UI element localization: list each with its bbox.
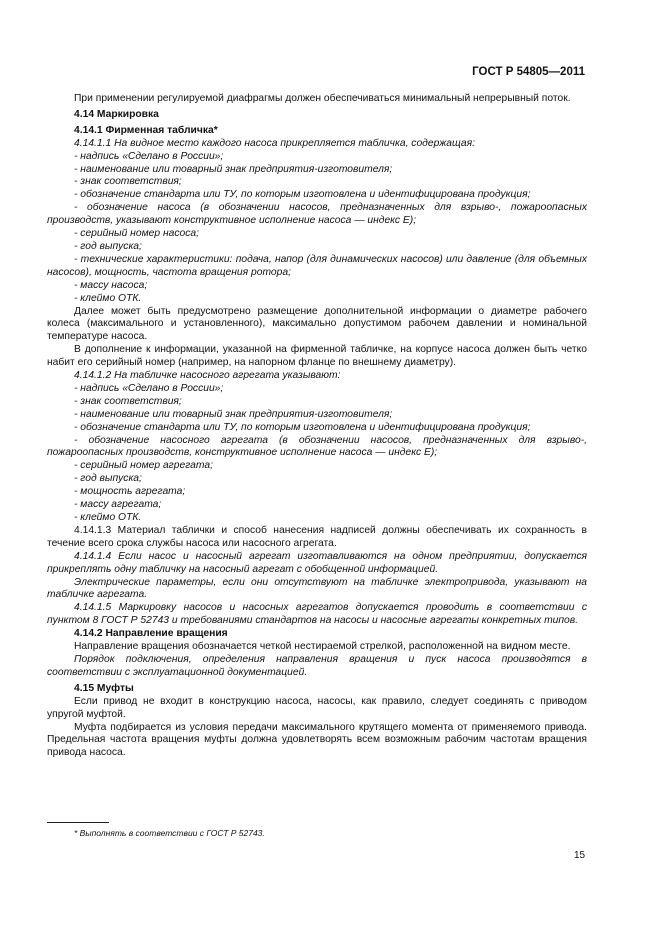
list-item: - клеймо ОТК. bbox=[74, 292, 142, 304]
paragraph: Муфта подбирается из условия передачи максимального крутящего момента от применяемого привода. Предельная частота вращения муфты должна удовлетворять всем возможным рабочим частотам вращения привода насоса. bbox=[47, 721, 587, 759]
footnote-divider bbox=[47, 822, 109, 823]
section-heading: 4.14 Маркировка bbox=[74, 108, 159, 120]
paragraph: Электрические параметры, если они отсутствуют на табличке электропривода, указывают на табличке агрегата. bbox=[47, 576, 587, 601]
section-heading: 4.14.1 Фирменная табличка* bbox=[74, 124, 218, 136]
paragraph: 4.14.1.1 На видное место каждого насоса прикрепляется табличка, содержащая: bbox=[74, 137, 475, 149]
paragraph: При применении регулируемой диафрагмы должен обеспечиваться минимальный непрерывный поток. bbox=[74, 93, 571, 104]
list-item: - обозначение стандарта или ТУ, по которым изготовлена и идентифицирована продукция; bbox=[74, 421, 531, 433]
paragraph: - обозначение насоса (в обозначении насосов, предназначенных для взрыво-, пожароопасных производств, указывают конструктивное исполнение насоса — индекс Е); bbox=[47, 202, 587, 227]
paragraph: Порядок подключения, определения направления вращения и пуск насоса производятся в соответствии с эксплуатационной документацией. bbox=[47, 653, 587, 678]
page-number: 15 bbox=[574, 850, 586, 861]
list-item: - массу агрегата; bbox=[74, 499, 162, 511]
paragraph: Направление вращения обозначается четкой нестираемой стрелкой, расположенной на видном месте. bbox=[74, 641, 571, 653]
paragraph: - технические характеристики: подача, напор (для динамических насосов) или давление (для объемных насосов), мощность, частота вращения ротора; bbox=[47, 253, 587, 278]
section-heading: 4.14.2 Направление вращения bbox=[74, 628, 228, 640]
paragraph: Если привод не входит в конструкцию насоса, насосы, как правило, следует соединять с приводом упругой муфтой. bbox=[47, 695, 587, 720]
footnote: * Выполнять в соответствии с ГОСТ Р 52743. bbox=[74, 828, 265, 838]
section-heading: 4.15 Муфты bbox=[74, 682, 134, 694]
document-header: ГОСТ Р 54805—2011 bbox=[472, 66, 585, 78]
list-item: - год выпуска; bbox=[74, 473, 142, 485]
list-item: - серийный номер насоса; bbox=[74, 228, 199, 240]
paragraph: 4.14.1.2 На табличке насосного агрегата указывают: bbox=[74, 370, 341, 382]
list-item: - наименование или товарный знак предприятия-изготовителя; bbox=[74, 408, 393, 420]
list-item: - знак соответствия; bbox=[74, 395, 182, 407]
list-item: - серийный номер агрегата; bbox=[74, 460, 213, 472]
list-item: - обозначение стандарта или ТУ, по которым изготовлена и идентифицирована продукция; bbox=[74, 189, 531, 201]
list-item: - год выпуска; bbox=[74, 240, 142, 252]
list-item: - надпись «Сделано в России»; bbox=[74, 150, 224, 162]
document-body bbox=[47, 93, 587, 760]
list-item: - мощность агрегата; bbox=[74, 486, 186, 498]
paragraph: - обозначение насосного агрегата (в обозначении насосов, предназначенных для взрыво-, пожароопасных производств, конструктивное исполнение насоса — индекс Е); bbox=[47, 434, 587, 459]
paragraph: 4.14.1.4 Если насос и насосный агрегат изготавливаются на одном предприятии, допускается прикреплять одну табличку на насосный агрегат с обобщенной информацией. bbox=[47, 550, 587, 575]
list-item: - наименование или товарный знак предприятия-изготовителя; bbox=[74, 163, 393, 175]
paragraph: 4.14.1.3 Материал таблички и способ нанесения надписей должны обеспечивать их сохранность в течение всего срока службы насоса или насосного агрегата. bbox=[47, 524, 587, 549]
paragraph: Далее может быть предусмотрено размещение дополнительной информации о диаметре рабочего колеса (максимального и установленного), максимально допустимом рабочем давлении и номинальной температуре насоса. bbox=[47, 305, 587, 343]
list-item: - массу насоса; bbox=[74, 279, 148, 291]
list-item: - клеймо ОТК. bbox=[74, 512, 142, 523]
paragraph: В дополнение к информации, указанной на фирменной табличке, на корпусе насоса должен быть четко набит его серийный номер (например, на напорном фланце по внешнему диаметру). bbox=[47, 344, 587, 369]
list-item: - надпись «Сделано в России»; bbox=[74, 382, 224, 394]
list-item: - знак соответствия; bbox=[74, 176, 182, 188]
paragraph: 4.14.1.5 Маркировку насосов и насосных агрегатов допускается проводить в соответствии с пунктом 8 ГОСТ Р 52743 и требованиями стандартов на насосы и насосные агрегаты конкретных типов. bbox=[47, 602, 587, 627]
